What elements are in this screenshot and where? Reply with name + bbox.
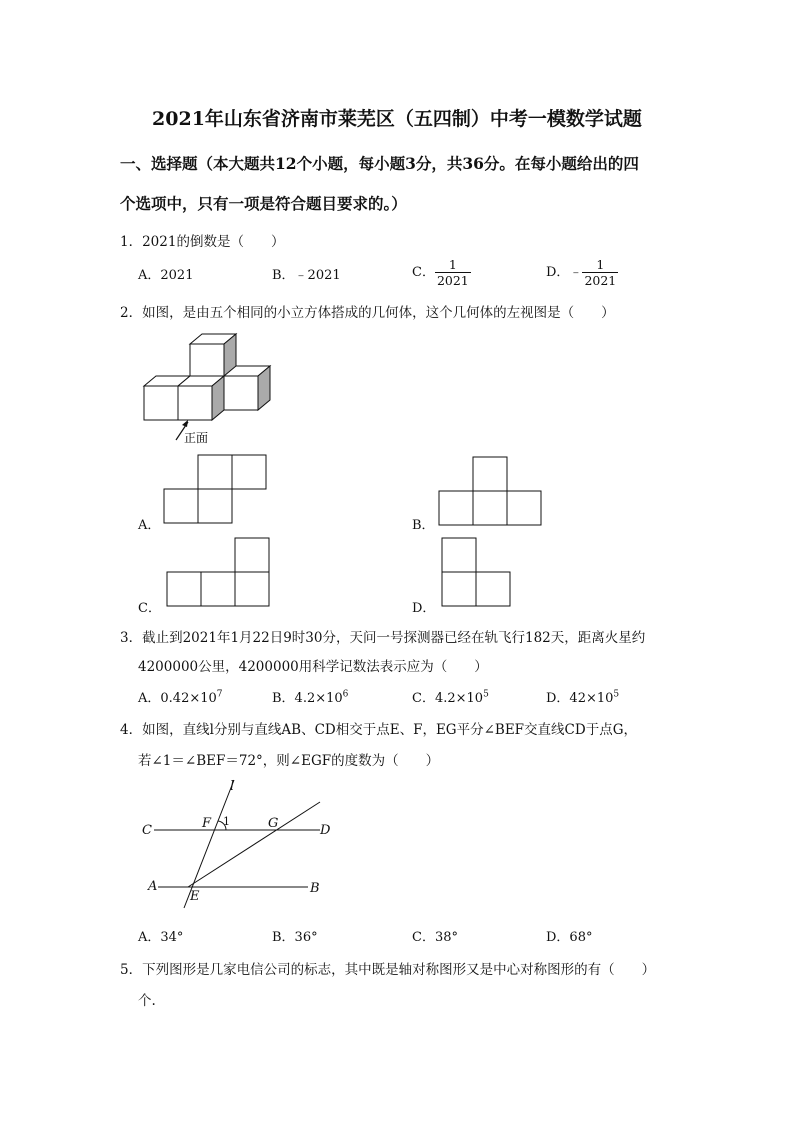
q2-cube-figure [138, 328, 278, 448]
q2-option-c-label: C． [138, 601, 161, 616]
q4-geometry-figure [138, 776, 338, 912]
section-header-line2: 个选项中，只有一项是符合题目要求的。） [120, 194, 407, 213]
q1-option-c-label: C． [412, 265, 435, 280]
q1-option-d-fraction: $\frac{1}{2021}$ [584, 257, 617, 288]
q5-line1: 5．下列图形是几家电信公司的标志，其中既是轴对称图形又是中心对称图形的有（ ） [120, 962, 656, 978]
q3-option-d: D．$42\times 10^5$ [546, 689, 620, 706]
q4-option-d: D．68° [546, 930, 593, 945]
label-g: G [268, 816, 279, 831]
q2-option-b-view [437, 455, 545, 527]
q2-option-d-label: D． [412, 601, 436, 616]
q4-option-c: C．38° [412, 930, 458, 945]
q1-stem: 1．2021的倒数是（ ） [120, 234, 285, 250]
q4-line1: 4．如图，直线l分别与直线AB、CD相交于点E、F，EG平分∠BEF交直线CD于点G， [120, 722, 637, 738]
q2-option-d-view [440, 536, 514, 608]
q3-line1: 3．截止到2021年1月22日9时30分，天问一号探测器已经在轨飞行182天，距离火星约 [120, 630, 646, 646]
label-f: F [202, 816, 212, 831]
q2-option-a-label: A． [138, 518, 161, 533]
q1-option-d-label: D．﹣ [546, 265, 583, 280]
q1-option-b: B．﹣2021 [272, 268, 341, 283]
label-c: C [142, 823, 152, 838]
q2-option-b-label: B． [412, 518, 435, 533]
front-label: 正面 [184, 431, 209, 445]
q3-option-b: B．$4.2\times 10^6$ [272, 689, 349, 706]
label-e: E [190, 889, 200, 904]
q4-line2: 若∠1＝∠BEF＝72°，则∠EGF的度数为（ ） [138, 753, 440, 769]
q1-option-d [546, 257, 618, 288]
q3-option-a: A．$0.42\times 10^7$ [138, 689, 223, 706]
section-header-line1: 一、选择题（本大题共12个小题，每小题3分，共36分。在每小题给出的四 [120, 154, 639, 173]
label-a: A [148, 879, 158, 894]
q1-option-c-fraction: $\frac{1}{2021}$ [436, 257, 469, 288]
q3-option-c: C．$4.2\times 10^5$ [412, 689, 489, 706]
page-title: 2021年山东省济南市莱芜区（五四制）中考一模数学试题 [152, 108, 642, 130]
label-l: l [230, 779, 235, 794]
q3-line2: 4200000公里，4200000用科学记数法表示应为（ ） [138, 659, 488, 675]
label-angle-1: 1 [223, 815, 230, 828]
q5-line2: 个. [138, 993, 156, 1009]
q4-option-a: A．34° [138, 930, 184, 945]
line-eg [188, 802, 320, 887]
cube-front-face [190, 344, 224, 378]
q4-option-b: B．36° [272, 930, 318, 945]
label-d: D [320, 823, 331, 838]
q2-stem: 2．如图，是由五个相同的小立方体搭成的几何体，这个几何体的左视图是（ ） [120, 305, 615, 321]
q1-option-a: A．2021 [138, 268, 194, 283]
q2-option-a-view [162, 453, 268, 525]
label-b: B [310, 881, 320, 896]
q1-option-c [412, 257, 471, 288]
q2-option-c-view [165, 536, 273, 608]
